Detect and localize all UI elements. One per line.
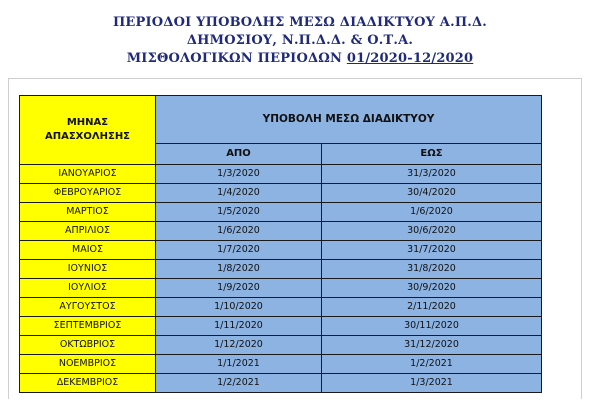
from-date-cell: 1/4/2020 [156, 184, 322, 203]
table-row [20, 298, 542, 317]
month-column-header [20, 96, 156, 165]
to-column-header: ΕΩΣ [322, 143, 542, 164]
month-cell: ΜΑΙΟΣ [20, 241, 156, 260]
from-date-cell: 1/2/2021 [156, 374, 322, 393]
title-line-1: ΠΕΡΙΟΔΟΙ ΥΠΟΒΟΛΗΣ ΜΕΣΩ ΔΙΑΔΙΚΤΥΟΥ Α.Π.Δ. [112, 15, 488, 30]
to-date-cell: 1/6/2020 [322, 203, 542, 222]
table-row [20, 241, 542, 260]
to-date-cell: 1/3/2021 [322, 374, 542, 393]
table-row [20, 374, 542, 393]
month-cell: ΑΥΓΟΥΣΤΟΣ [20, 298, 156, 317]
title-period: 01/2020-12/2020 [346, 51, 474, 66]
from-date-cell: 1/8/2020 [156, 260, 322, 279]
table-row [20, 260, 542, 279]
to-date-cell: 30/4/2020 [322, 184, 542, 203]
table-row [20, 317, 542, 336]
to-date-cell: 30/11/2020 [322, 317, 542, 336]
from-date-cell: 1/9/2020 [156, 279, 322, 298]
submission-periods-table [19, 95, 542, 393]
table-row [20, 222, 542, 241]
from-column-header: ΑΠΟ [156, 143, 322, 164]
month-cell: ΝΟΕΜΒΡΙΟΣ [20, 355, 156, 374]
month-cell: ΙΟΥΛΙΟΣ [20, 279, 156, 298]
month-cell: ΙΑΝΟΥΑΡΙΟΣ [20, 165, 156, 184]
title-line-3-prefix: ΜΙΣΘΟΛΟΓΙΚΩΝ ΠΕΡΙΟΔΩΝ [126, 51, 347, 66]
to-date-cell: 31/3/2020 [322, 165, 542, 184]
from-date-cell: 1/10/2020 [156, 298, 322, 317]
to-date-cell: 30/9/2020 [322, 279, 542, 298]
table-row [20, 184, 542, 203]
table-body [20, 165, 542, 393]
to-date-cell: 30/6/2020 [322, 222, 542, 241]
to-date-cell: 31/7/2020 [322, 241, 542, 260]
month-cell: ΑΠΡΙΛΙΟΣ [20, 222, 156, 241]
document-title [0, 14, 600, 68]
to-date-cell: 2/11/2020 [322, 298, 542, 317]
table-header-row [20, 96, 542, 144]
month-cell: ΣΕΠΤΕΜΒΡΙΟΣ [20, 317, 156, 336]
from-date-cell: 1/5/2020 [156, 203, 322, 222]
from-date-cell: 1/1/2021 [156, 355, 322, 374]
month-cell: ΔΕΚΕΜΒΡΙΟΣ [20, 374, 156, 393]
submission-header: ΥΠΟΒΟΛΗ ΜΕΣΩ ΔΙΑΔΙΚΤΥΟΥ [156, 96, 542, 144]
month-cell: ΙΟΥΝΙΟΣ [20, 260, 156, 279]
title-line-2: ΔΗΜΟΣΙΟΥ, Ν.Π.Δ.Δ. & Ο.Τ.Α. [186, 33, 414, 48]
month-header-line-1: ΜΗΝΑΣ [66, 117, 109, 128]
from-date-cell: 1/11/2020 [156, 317, 322, 336]
month-cell: ΦΕΒΡΟΥΑΡΙΟΣ [20, 184, 156, 203]
to-date-cell: 31/12/2020 [322, 336, 542, 355]
from-date-cell: 1/3/2020 [156, 165, 322, 184]
table-row [20, 336, 542, 355]
to-date-cell: 1/2/2021 [322, 355, 542, 374]
to-date-cell: 31/8/2020 [322, 260, 542, 279]
from-date-cell: 1/6/2020 [156, 222, 322, 241]
table-row [20, 279, 542, 298]
title-line-3 [0, 50, 600, 68]
month-cell: ΟΚΤΩΒΡΙΟΣ [20, 336, 156, 355]
month-header-line-2: ΑΠΑΣΧΟΛΗΣΗΣ [44, 131, 131, 142]
table-row [20, 355, 542, 374]
from-date-cell: 1/12/2020 [156, 336, 322, 355]
month-cell: ΜΑΡΤΙΟΣ [20, 203, 156, 222]
from-date-cell: 1/7/2020 [156, 241, 322, 260]
table-row [20, 203, 542, 222]
table-row [20, 165, 542, 184]
